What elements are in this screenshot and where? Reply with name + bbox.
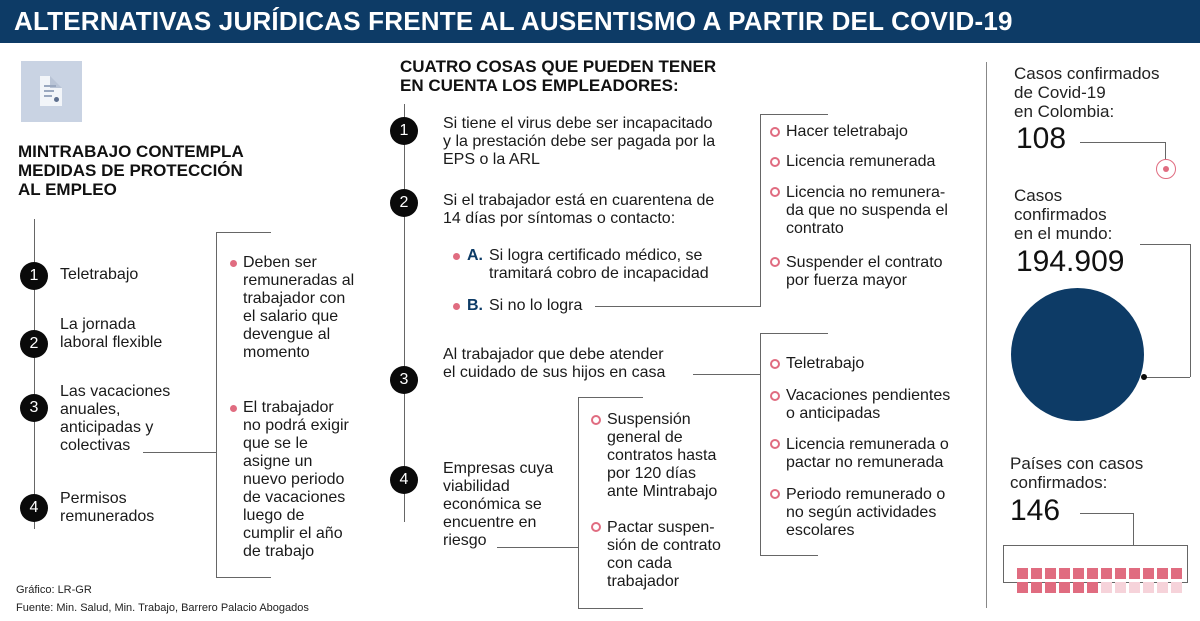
text-line: con cada [607, 555, 672, 572]
stat-countries-value: 146 [1010, 494, 1061, 527]
text-line: viabilidad [443, 478, 510, 495]
text-line: en el mundo: [1014, 224, 1113, 243]
country-square [1073, 568, 1084, 579]
bracket-top [760, 333, 828, 334]
country-square [1045, 568, 1056, 579]
text-line: pactar no remunerada [786, 454, 944, 471]
text-line: el salario que [243, 308, 339, 325]
country-square [1031, 568, 1042, 579]
country-square [1017, 568, 1028, 579]
bracket-line [1003, 545, 1004, 582]
text-line: en Colombia: [1014, 102, 1115, 121]
option-pactar-suspension [607, 519, 721, 591]
country-square [1031, 582, 1042, 593]
left-note-trabajador [243, 399, 349, 561]
text-line: encuentre en [443, 514, 537, 531]
country-square [1143, 582, 1154, 593]
text-line: devengue al [243, 326, 331, 343]
stat-colombia-label [1014, 64, 1160, 121]
step-number-badge: 3 [20, 394, 48, 422]
document-certificate-icon [40, 76, 62, 106]
connector-line [693, 374, 760, 375]
text-line: asigne un [243, 453, 313, 470]
text-line: no según actividades [786, 504, 937, 521]
option-suspension-general [607, 411, 717, 501]
country-square [1101, 568, 1112, 579]
step-number-badge: 1 [390, 117, 418, 145]
text-line: 14 días por síntomas o contacto: [443, 210, 676, 227]
sub-letter-a: A. [467, 247, 483, 264]
text-line: por fuerza mayor [786, 272, 907, 289]
stat-world-value: 194.909 [1016, 245, 1125, 278]
country-square [1017, 582, 1028, 593]
country-square [1101, 582, 1112, 593]
colombia-cases-marker [1156, 159, 1176, 179]
country-square [1087, 568, 1098, 579]
right-divider [986, 62, 987, 608]
bracket-top [1003, 545, 1187, 546]
middle-item-empresas [443, 460, 553, 550]
step-number-badge: 4 [20, 494, 48, 522]
graphic-credit: Gráfico: LR-GR [16, 584, 92, 596]
text-line: escolares [786, 522, 855, 539]
text-line: contratos hasta [607, 447, 717, 464]
text-line: confirmados [1014, 205, 1107, 224]
bullet-ring [591, 415, 601, 425]
text-line: de vacaciones [243, 489, 346, 506]
left-title-line: AL EMPLEO [18, 180, 117, 199]
country-square [1059, 568, 1070, 579]
bracket-line [216, 232, 217, 578]
connector-line [143, 452, 216, 453]
text-line: Pactar suspen- [607, 519, 715, 536]
text-line: de Covid-19 [1014, 83, 1106, 102]
step-number-badge: 1 [20, 262, 48, 290]
bracket-bottom [578, 608, 643, 609]
text-line: no podrá exigir [243, 417, 349, 434]
bracket-bottom [216, 577, 271, 578]
world-cases-circle [1011, 288, 1144, 421]
bullet-dot [230, 260, 237, 267]
text-line: cumplir el año [243, 525, 343, 542]
text-line: Licencia remunerada o [786, 436, 949, 453]
text-line: de trabajo [243, 543, 315, 560]
country-square [1045, 582, 1056, 593]
text-line: trabajador con [243, 290, 346, 307]
bullet-ring [770, 489, 780, 499]
country-square [1087, 582, 1098, 593]
option-hacer-teletrabajo [786, 123, 908, 141]
text-line: remuneradas al [243, 272, 355, 289]
text-line: Teletrabajo [786, 355, 865, 372]
bullet-ring [770, 257, 780, 267]
country-square [1171, 568, 1182, 579]
text-line: riesgo [443, 532, 487, 549]
sub-letter-b: B. [467, 297, 483, 314]
text-line: que se le [243, 435, 308, 452]
text-line: El trabajador [243, 399, 334, 416]
left-note-remuneradas [243, 254, 354, 362]
text-line: Las vacaciones [60, 383, 171, 400]
source-note: Fuente: Min. Salud, Min. Trabajo, Barrero Palacio Abogados [16, 602, 309, 614]
bracket-bottom [760, 555, 818, 556]
left-item-permisos [60, 490, 154, 526]
countries-grid [1017, 568, 1187, 598]
text-line: Teletrabajo [60, 266, 139, 283]
option-licencia-remunerada [786, 153, 935, 171]
step-number-badge: 3 [390, 366, 418, 394]
middle-timeline-line [404, 104, 405, 522]
text-line: Si el trabajador está en cuarentena de [443, 192, 715, 209]
text-line: Periodo remunerado o [786, 486, 946, 503]
text-line: ante Mintrabajo [607, 483, 718, 500]
middle-section-title [400, 57, 716, 95]
bullet-ring [770, 359, 780, 369]
country-square [1157, 582, 1168, 593]
text-line: general de [607, 429, 683, 446]
text-line: anticipadas y [60, 419, 154, 436]
text-line: y la prestación debe ser pagada por la [443, 133, 716, 150]
option-vacaciones-pendientes [786, 387, 950, 423]
middle-item-cuarentena [443, 192, 714, 228]
bracket-top [760, 114, 828, 115]
country-square [1115, 582, 1126, 593]
bullet-ring [770, 439, 780, 449]
country-square [1143, 568, 1154, 579]
text-line: Suspensión [607, 411, 691, 428]
text-line: Deben ser [243, 254, 317, 271]
text-line: momento [243, 344, 310, 361]
sub-option-b [489, 297, 582, 315]
text-line: Vacaciones pendientes [786, 387, 951, 404]
stat-world-label [1014, 186, 1112, 243]
text-line: Casos [1014, 186, 1063, 205]
bullet-ring [770, 187, 780, 197]
option-periodo-remunerado [786, 486, 945, 540]
text-line: Si tiene el virus debe ser incapacitado [443, 115, 713, 132]
text-line: Licencia no remunera- [786, 184, 946, 201]
text-line: da que no suspenda el [786, 202, 948, 219]
text-line: trabajador [607, 573, 680, 590]
text-line: contrato [786, 220, 844, 237]
left-title-line: MINTRABAJO CONTEMPLA [18, 142, 244, 161]
middle-title-line: CUATRO COSAS QUE PUEDEN TENER [400, 57, 717, 76]
bullet-ring [770, 127, 780, 137]
country-square [1157, 568, 1168, 579]
text-line: nuevo periodo [243, 471, 345, 488]
text-line: Países con casos [1010, 454, 1144, 473]
text-line: o anticipadas [786, 405, 881, 422]
option-teletrabajo [786, 355, 864, 373]
step-number-badge: 2 [20, 330, 48, 358]
text-line: tramitará cobro de incapacidad [489, 265, 709, 282]
bullet-ring [770, 157, 780, 167]
bullet-ring [770, 391, 780, 401]
option-licencia-o-pactar [786, 436, 949, 472]
connector-dot [1141, 374, 1147, 380]
connector-line [1133, 513, 1134, 545]
bracket-line [760, 114, 761, 307]
left-item-jornada [60, 316, 162, 352]
text-line: Casos confirmados [1014, 64, 1160, 83]
stat-countries-label [1010, 454, 1143, 492]
text-line: Suspender el contrato [786, 254, 943, 271]
connector-line [1080, 513, 1133, 514]
country-square [1115, 568, 1126, 579]
text-line: EPS o la ARL [443, 151, 540, 168]
text-line: por 120 días [607, 465, 696, 482]
country-square [1129, 582, 1140, 593]
text-line: Si no lo logra [489, 297, 583, 314]
text-line: Permisos [60, 490, 127, 507]
text-line: laboral flexible [60, 334, 163, 351]
text-line: Licencia remunerada [786, 153, 936, 170]
middle-item-virus [443, 115, 715, 169]
text-line: Empresas cuya [443, 460, 554, 477]
connector-line [1140, 244, 1190, 245]
country-square [1059, 582, 1070, 593]
bullet-dot [453, 253, 460, 260]
country-square [1073, 582, 1084, 593]
bracket-line [760, 333, 761, 555]
bracket-top [216, 232, 271, 233]
text-line: remunerados [60, 508, 155, 525]
text-line: anuales, [60, 401, 121, 418]
stat-colombia-value: 108 [1016, 122, 1067, 155]
left-item-teletrabajo [60, 266, 138, 284]
middle-title-line: EN CUENTA LOS EMPLEADORES: [400, 76, 679, 95]
left-title-line: MEDIDAS DE PROTECCIÓN [18, 161, 243, 180]
sub-option-a [489, 247, 709, 283]
middle-item-hijos [443, 346, 665, 382]
connector-line [1145, 377, 1190, 378]
bullet-dot [230, 405, 237, 412]
text-line: confirmados: [1010, 473, 1108, 492]
text-line: Al trabajador que debe atender [443, 346, 664, 363]
text-line: colectivas [60, 437, 131, 454]
country-square [1129, 568, 1140, 579]
connector-line [595, 306, 760, 307]
step-number-badge: 2 [390, 189, 418, 217]
bracket-top [578, 397, 643, 398]
text-line: sión de contrato [607, 537, 721, 554]
text-line: el cuidado de sus hijos en casa [443, 364, 666, 381]
connector-line [1080, 142, 1165, 143]
text-line: La jornada [60, 316, 136, 333]
country-square [1171, 582, 1182, 593]
left-section-title [18, 142, 244, 199]
bracket-line [1187, 545, 1188, 582]
connector-line [1190, 244, 1191, 377]
text-line: Si logra certificado médico, se [489, 247, 703, 264]
left-item-vacaciones [60, 383, 170, 455]
page-title: ALTERNATIVAS JURÍDICAS FRENTE AL AUSENTISMO A PARTIR DEL COVID-19 [14, 6, 1013, 36]
text-line: económica se [443, 496, 542, 513]
text-line: Hacer teletrabajo [786, 123, 908, 140]
text-line: luego de [243, 507, 305, 524]
option-suspender-contrato [786, 254, 943, 290]
bullet-dot [453, 303, 460, 310]
step-number-badge: 4 [390, 466, 418, 494]
bracket-line [578, 397, 579, 608]
connector-line [1165, 142, 1166, 160]
header-bar [0, 0, 1200, 43]
option-licencia-no-remunerada [786, 184, 948, 238]
connector-line [497, 547, 578, 548]
bullet-ring [591, 522, 601, 532]
